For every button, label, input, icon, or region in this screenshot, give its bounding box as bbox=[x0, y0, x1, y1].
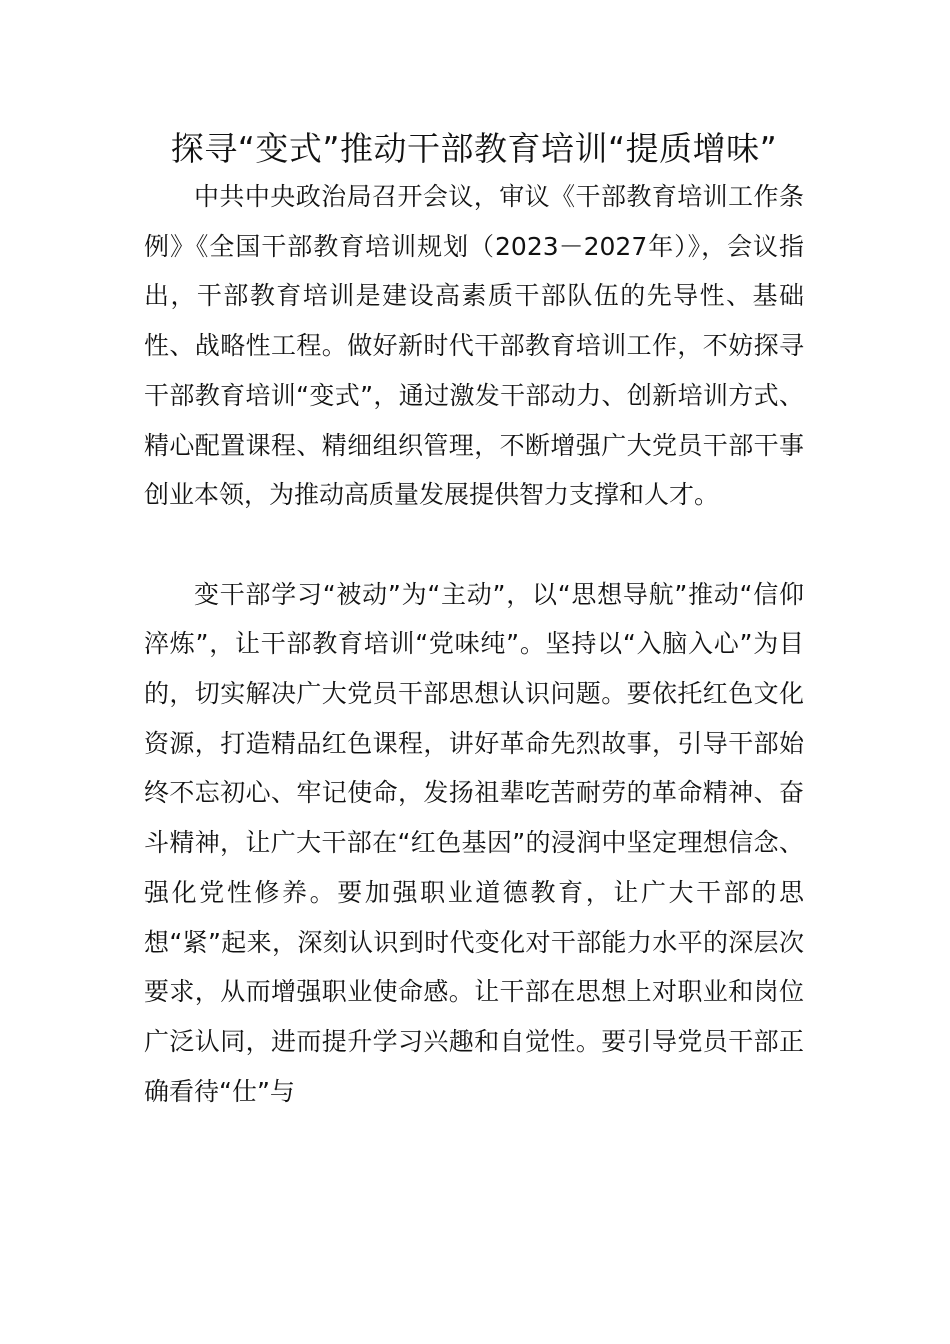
document-title: 探寻“变式”推动干部教育培训“提质增味” bbox=[170, 129, 778, 168]
body-paragraph-2: 变干部学习“被动”为“主动”，以“思想导航”推动“信仰淬炼”，让干部教育培训“党味纯”。坚持以“入脑入心”为目的，切实解决广大党员干部思想认识问题。要依托红色文化资源，打造精品红色课程，讲好革命先烈故事，引导干部始终不忘初心、牢记使命，发扬祖辈吃苦耐劳的革命精神、奋斗精神，让广大干部在“红色基因”的浸润中坚定理想信念、强化党性修养。要加强职业道德教育，让广大干部的思想“紧”起来，深刻认识到时代变化对干部能力水平的深层次要求，从而增强职业使命感。让干部在思想上对职业和岗位广泛认同，进而提升学习兴趣和自觉性。要引导党员干部正确看待“仕”与 bbox=[144, 579, 804, 1106]
body-paragraph-1: 中共中央政治局召开会议，审议《干部教育培训工作条例》《全国干部教育培训规划（2023－2027年）》，会议指出，干部教育培训是建设高素质干部队伍的先导性、基础性、战略性工程。做好新时代干部教育培训工作，不妨探寻干部教育培训“变式”，通过激发干部动力、创新培训方式、精心配置课程、精细组织管理，不断增强广大党员干部干事创业本领，为推动高质量发展提供智力支撑和人才。 bbox=[144, 182, 804, 510]
